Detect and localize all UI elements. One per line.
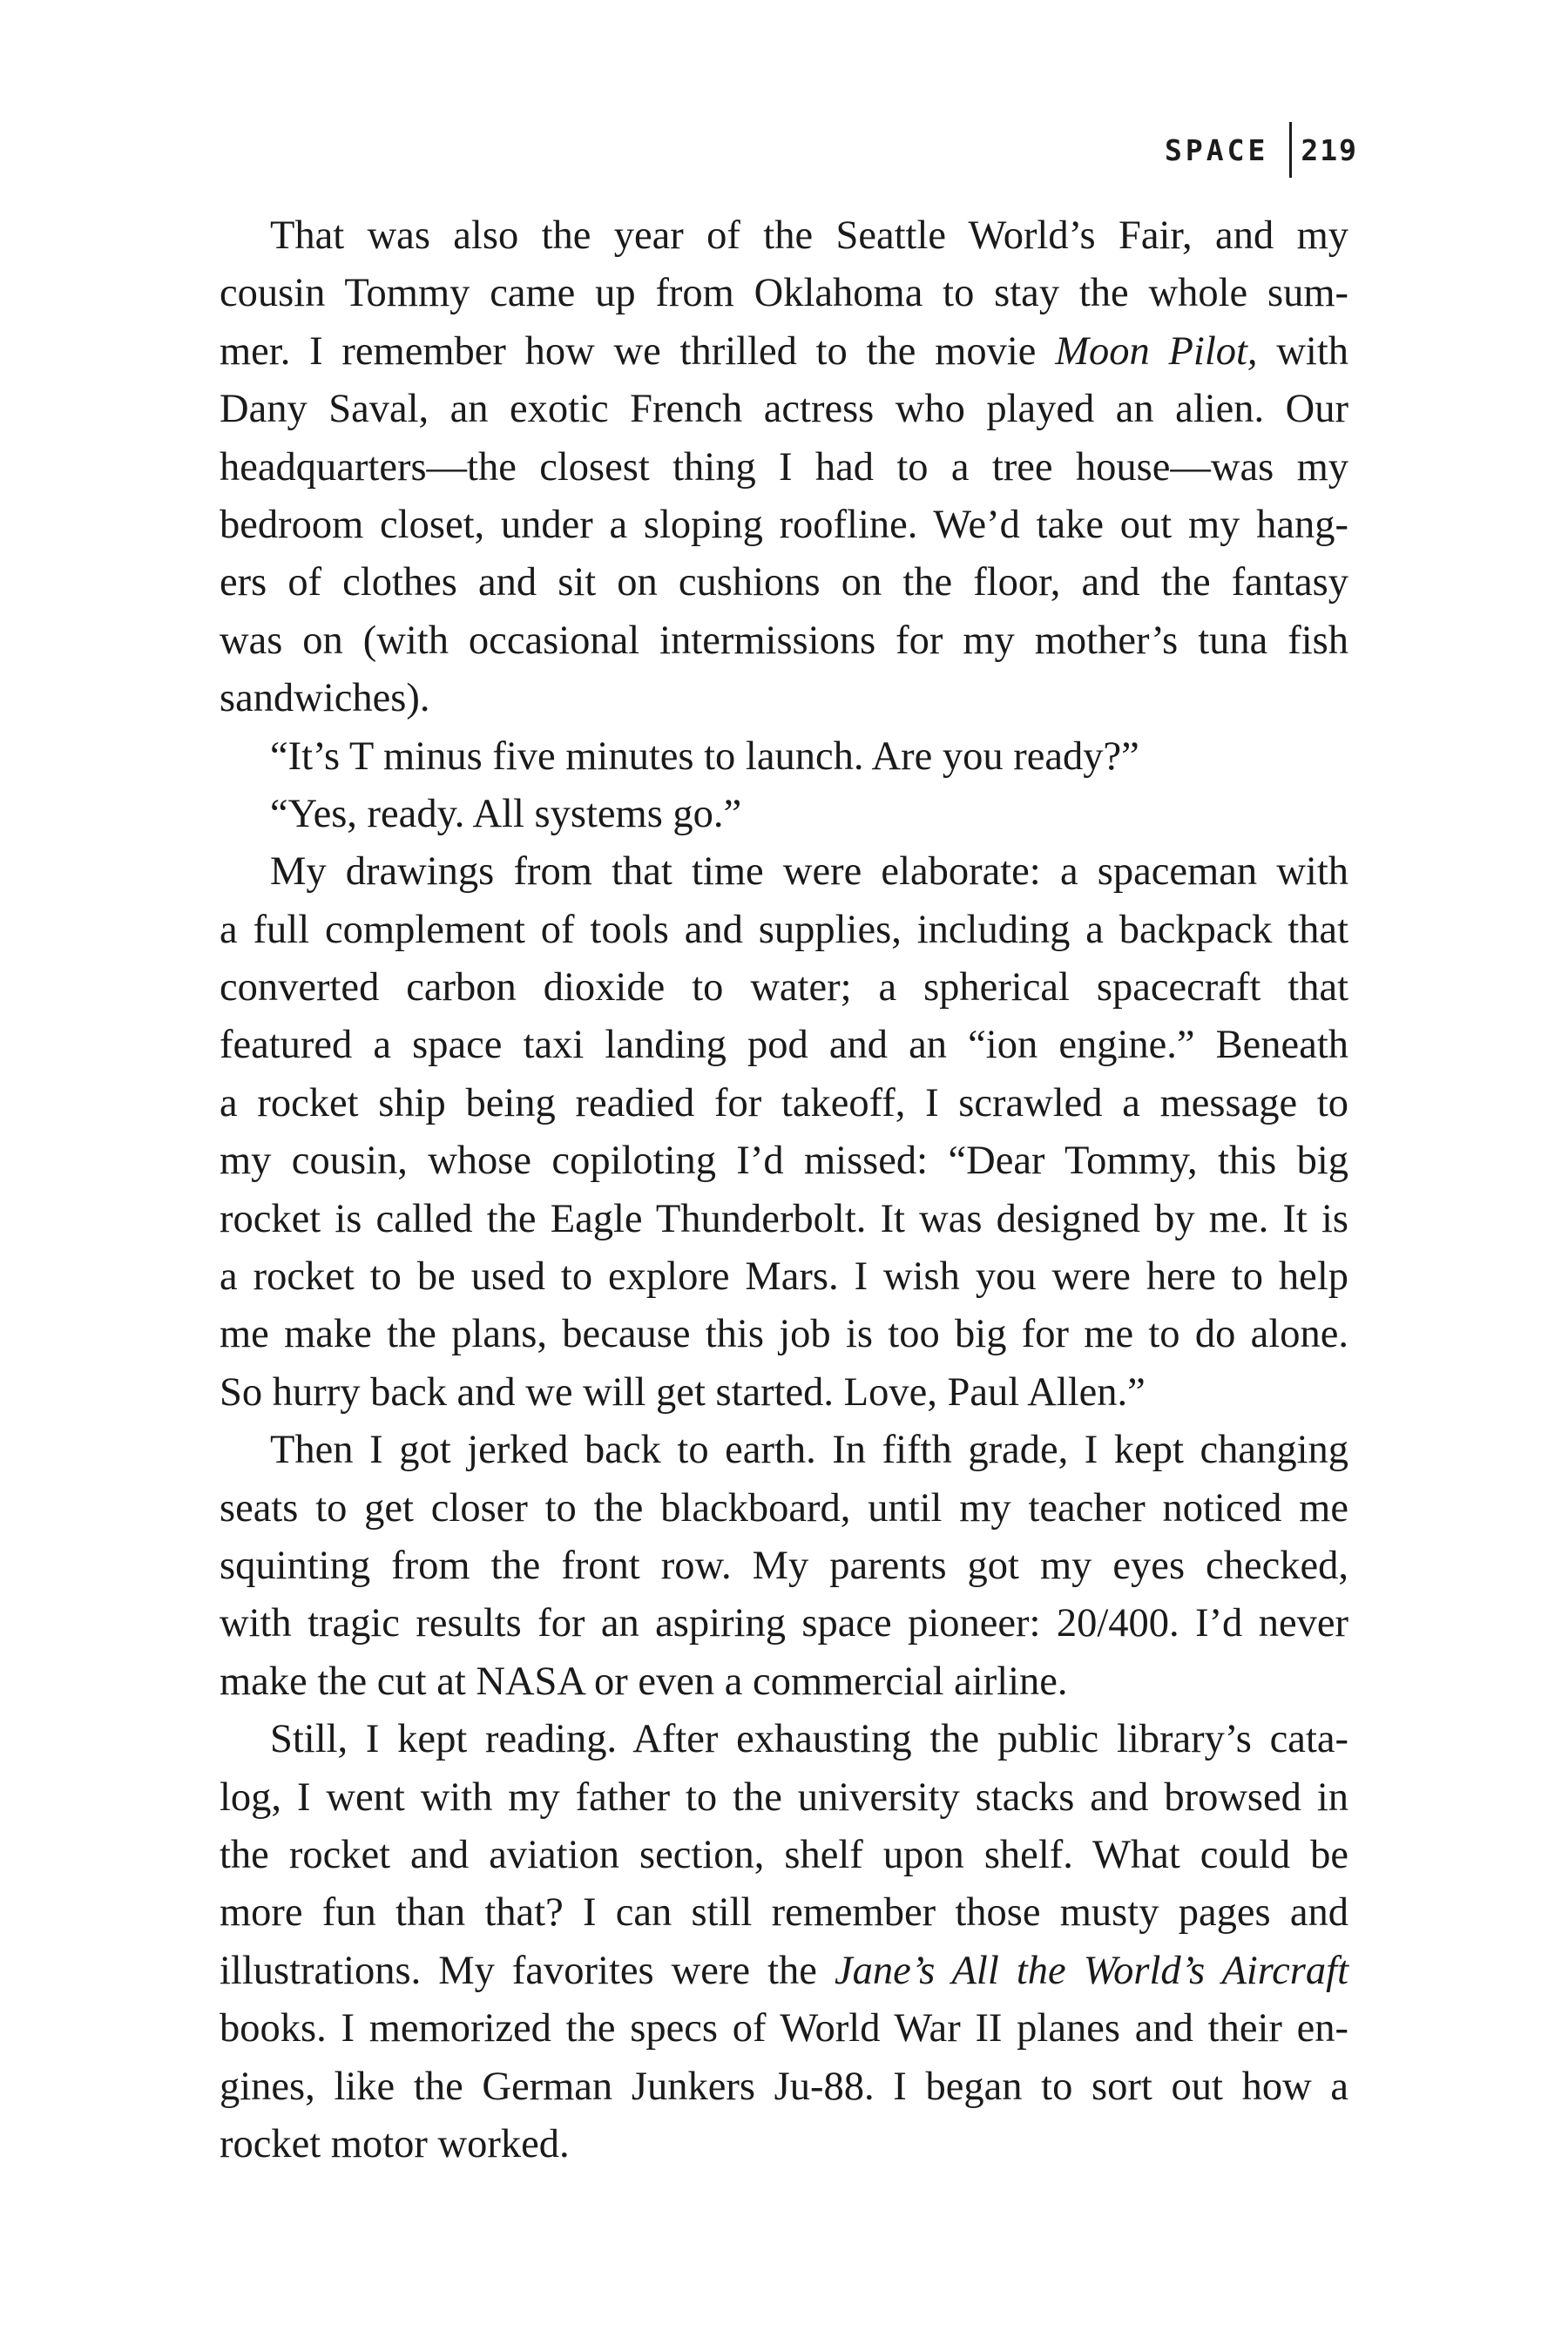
text-line: [220, 1480, 1348, 1538]
text-line: [220, 1884, 1348, 1942]
text-segment: converted carbon dioxide to water; a spherical spacecraft that: [220, 965, 1348, 1010]
text-segment: cousin Tommy came up from Oklahoma to stay the whole sum-: [220, 271, 1348, 316]
text-segment: rocket motor worked.: [220, 2121, 570, 2166]
paragraph: [220, 786, 1348, 843]
text-segment: a rocket ship being readied for takeoff, I scrawled a message to: [220, 1080, 1348, 1125]
page-number: 219: [1301, 132, 1358, 167]
text-line: [220, 1711, 1348, 1768]
paragraph: [220, 728, 1348, 786]
text-segment: mer. I remember how we thrilled to the movie: [220, 328, 1056, 374]
text-segment: a rocket to be used to explore Mars. I wish you were here to help: [220, 1254, 1348, 1300]
text-segment: more fun than that? I can still remember those musty pages and: [220, 1890, 1348, 1936]
text-line: [220, 2000, 1348, 2058]
running-head: [1165, 122, 1358, 178]
italic-title: Moon Pilot,: [1055, 328, 1258, 374]
text-line: [220, 959, 1348, 1017]
text-line: [220, 843, 1348, 901]
text-line: [220, 497, 1348, 554]
text-segment: “It’s T minus five minutes to launch. Are you ready?”: [270, 733, 1139, 779]
text-line: [220, 207, 1348, 265]
text-line: [220, 728, 1348, 786]
body-text: [220, 207, 1348, 2173]
text-segment: My drawings from that time were elaborate: a spaceman with: [270, 849, 1348, 895]
text-segment: make the cut at NASA or even a commercial airline.: [220, 1659, 1068, 1704]
text-segment: Dany Saval, an exotic French actress who played an alien. Our: [220, 387, 1348, 432]
paragraph: [220, 207, 1348, 728]
text-line: [220, 1422, 1348, 1479]
text-segment: was on (with occasional intermissions for my mother’s tuna fish: [220, 618, 1348, 663]
text-line: [220, 439, 1348, 497]
text-line: [220, 1769, 1348, 1827]
text-segment: my cousin, whose copiloting I’d missed: “Dear Tommy, this big: [220, 1139, 1348, 1184]
text-line: [220, 1653, 1348, 1711]
text-line: [220, 1017, 1348, 1074]
text-segment: log, I went with my father to the university stacks and browsed in: [220, 1774, 1348, 1820]
text-line: [220, 612, 1348, 670]
text-line: [220, 902, 1348, 959]
running-head-divider: [1289, 122, 1292, 178]
text-segment: with: [1257, 328, 1348, 374]
text-segment: with tragic results for an aspiring space pioneer: 20/400. I’d never: [220, 1601, 1348, 1646]
text-segment: featured a space taxi landing pod and an “ion engine.” Beneath: [220, 1023, 1348, 1068]
text-line: [220, 1827, 1348, 1884]
text-line: [220, 381, 1348, 438]
text-line: [220, 1075, 1348, 1132]
text-line: [220, 1364, 1348, 1422]
text-line: [220, 1306, 1348, 1363]
text-segment: headquarters—the closest thing I had to a tree house—was my: [220, 444, 1348, 490]
text-line: [220, 1132, 1348, 1190]
text-line: [220, 2058, 1348, 2116]
text-segment: the rocket and aviation section, shelf upon shelf. What could be: [220, 1832, 1348, 1877]
text-segment: So hurry back and we will get started. Love, Paul Allen.”: [220, 1369, 1146, 1415]
text-segment: gines, like the German Junkers Ju-88. I began to sort out how a: [220, 2064, 1348, 2109]
text-line: [220, 1538, 1348, 1595]
text-line: [220, 1191, 1348, 1248]
text-line: [220, 1248, 1348, 1306]
text-segment: rocket is called the Eagle Thunderbolt. It was designed by me. It is: [220, 1196, 1348, 1241]
text-line: [220, 1595, 1348, 1652]
text-segment: seats to get closer to the blackboard, until my teacher noticed me: [220, 1485, 1348, 1531]
text-line: [220, 786, 1348, 843]
paragraph: [220, 1711, 1348, 2173]
text-segment: That was also the year of the Seattle World’s Fair, and my: [270, 213, 1348, 258]
text-line: [220, 323, 1348, 381]
text-segment: squinting from the front row. My parents got my eyes checked,: [220, 1543, 1348, 1588]
paragraph: [220, 843, 1348, 1422]
text-line: [220, 1943, 1348, 2000]
text-segment: sandwiches).: [220, 676, 430, 721]
text-line: [220, 265, 1348, 322]
text-segment: ers of clothes and sit on cushions on the floor, and the fantasy: [220, 560, 1348, 605]
text-segment: illustrations. My favorites were the: [220, 1948, 835, 1993]
paragraph: [220, 1422, 1348, 1711]
running-head-section: SPACE: [1165, 132, 1269, 167]
text-segment: a full complement of tools and supplies, including a backpack that: [220, 907, 1348, 952]
text-segment: books. I memorized the specs of World War II planes and their en-: [220, 2006, 1348, 2051]
text-segment: bedroom closet, under a sloping roofline. We’d take out my hang-: [220, 502, 1348, 547]
text-segment: Then I got jerked back to earth. In fifth grade, I kept changing: [270, 1428, 1348, 1473]
text-segment: Still, I kept reading. After exhausting the public library’s cata-: [270, 1717, 1348, 1762]
text-line: [220, 554, 1348, 612]
text-line: [220, 670, 1348, 727]
text-line: [220, 2116, 1348, 2173]
text-segment: me make the plans, because this job is too big for me to do alone.: [220, 1312, 1348, 1357]
text-segment: “Yes, ready. All systems go.”: [270, 791, 742, 836]
italic-title: Jane’s All the World’s Aircraft: [834, 1948, 1348, 1993]
